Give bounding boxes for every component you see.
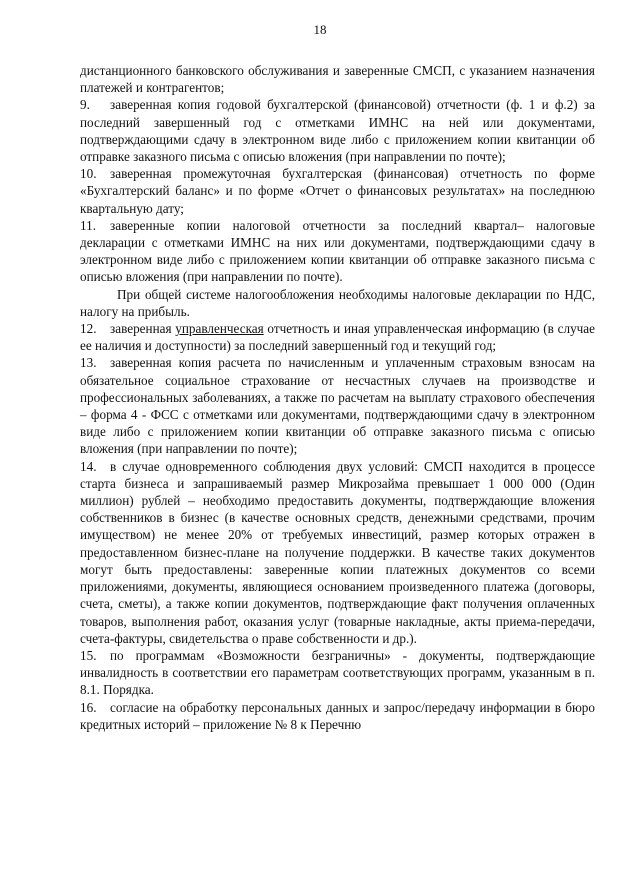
page-number: 18 <box>313 22 327 37</box>
item-number: 14. <box>80 458 97 474</box>
list-item-15 <box>80 647 595 699</box>
list-item-9 <box>80 96 595 165</box>
item-text: отчетность и иная управленческая информацию (в случае ее наличия и доступности) за последний завершенный год и текущий год; <box>80 321 595 354</box>
item-text: заверенные копии налоговой отчетности за последний квартал– налоговые декларации с отметками ИМНС на них или документами, подтверждающими сдачу в электронном виде либо с приложением копии квитанции об отправке заказного письма с описью вложения (при направлении по почте). <box>80 217 595 285</box>
item-text: согласие на обработку персональных данных и запрос/передачу информации в бюро кредитных историй – приложение № 8 к Перечню <box>80 699 595 732</box>
list-item-11 <box>80 217 595 286</box>
item-text: заверенная копия расчета по начисленным и уплаченным страховым взносам на обязательное социальное страхование от несчастных случаев на производстве и профессиональных заболеваниях, а также по расчетам на выплату страхового обеспечения – форма 4 - ФСС с отметками или документами, подтверждающими сдачу в электронном виде либо с приложением копии квитанции об отправке заказного письма с описью вложения (при направлении по почте); <box>80 355 595 457</box>
item-text: по программам «Возможности безграничны» - документы, подтверждающие инвалидность в соответствии его параметрам соответствующих программ, указанным в п. 8.1. Порядка. <box>80 647 595 698</box>
list-item-16 <box>80 699 595 733</box>
tax-system-note <box>80 286 595 320</box>
item-text: заверенная копия годовой бухгалтерской (финансовой) отчетности (ф. 1 и ф.2) за последний завершенный год с отметками ИМНС на ней или документами, подтверждающими сдачу в электронном виде либо с приложением копии квитанции об отправке заказного письма с описью вложения (при направлении по почте); <box>80 97 595 165</box>
paragraph-continuation <box>80 62 595 96</box>
underlined-word: управленческая <box>175 321 264 337</box>
item-number: 16. <box>80 699 97 715</box>
item-number: 10. <box>80 166 97 182</box>
item-number: 13. <box>80 355 97 371</box>
document-body <box>80 62 595 733</box>
paragraph-text: дистанционного банковского обслуживания и заверенные СМСП, с указанием назначения платежей и контрагентов; <box>80 63 595 96</box>
item-number: 11. <box>80 217 96 233</box>
list-item-12 <box>80 320 595 354</box>
item-text-before: заверенная <box>110 321 176 337</box>
list-item-13 <box>80 354 595 457</box>
item-number: 15. <box>80 647 97 663</box>
paragraph-text: При общей системе налогообложения необходимы налоговые декларации по НДС, налогу на прибыль. <box>80 286 595 319</box>
list-item-14 <box>80 458 595 647</box>
item-number: 9. <box>80 97 90 113</box>
item-text: заверенная промежуточная бухгалтерская (финансовая) отчетность по форме «Бухгалтерский баланс» и по форме «Отчет о финансовых результатах» на последнюю квартальную дату; <box>80 166 595 216</box>
item-number: 12. <box>80 321 97 337</box>
list-item-10 <box>80 165 595 217</box>
item-text: в случае одновременного соблюдения двух условий: СМСП находится в процессе старта бизнеса и запрашиваемый размер Микрозайма превышает 1 000 000 (Один миллион) рублей – необходимо предоставить документы, подтверждающие вложения собственников в бизнес (в качестве основных средств, денежными средствами, прочим имуществом) не менее 20% от требуемых инвестиций, размер которых отражен в предоставленном бизнес-плане на получение поддержки. В качестве таких документов могут быть предоставлены: заверенные копии платежных документов со всеми приложениями, документы, являющиеся основанием произведенного платежа (договоры, счета, сметы), а также копии документов, подтверждающие факт получения оплаченных товаров, выполнения работ, оказания услуг (товарные накладные, акты приема-передачи, счета-фактуры, свидетельства о праве собственности и др.). <box>80 458 595 646</box>
